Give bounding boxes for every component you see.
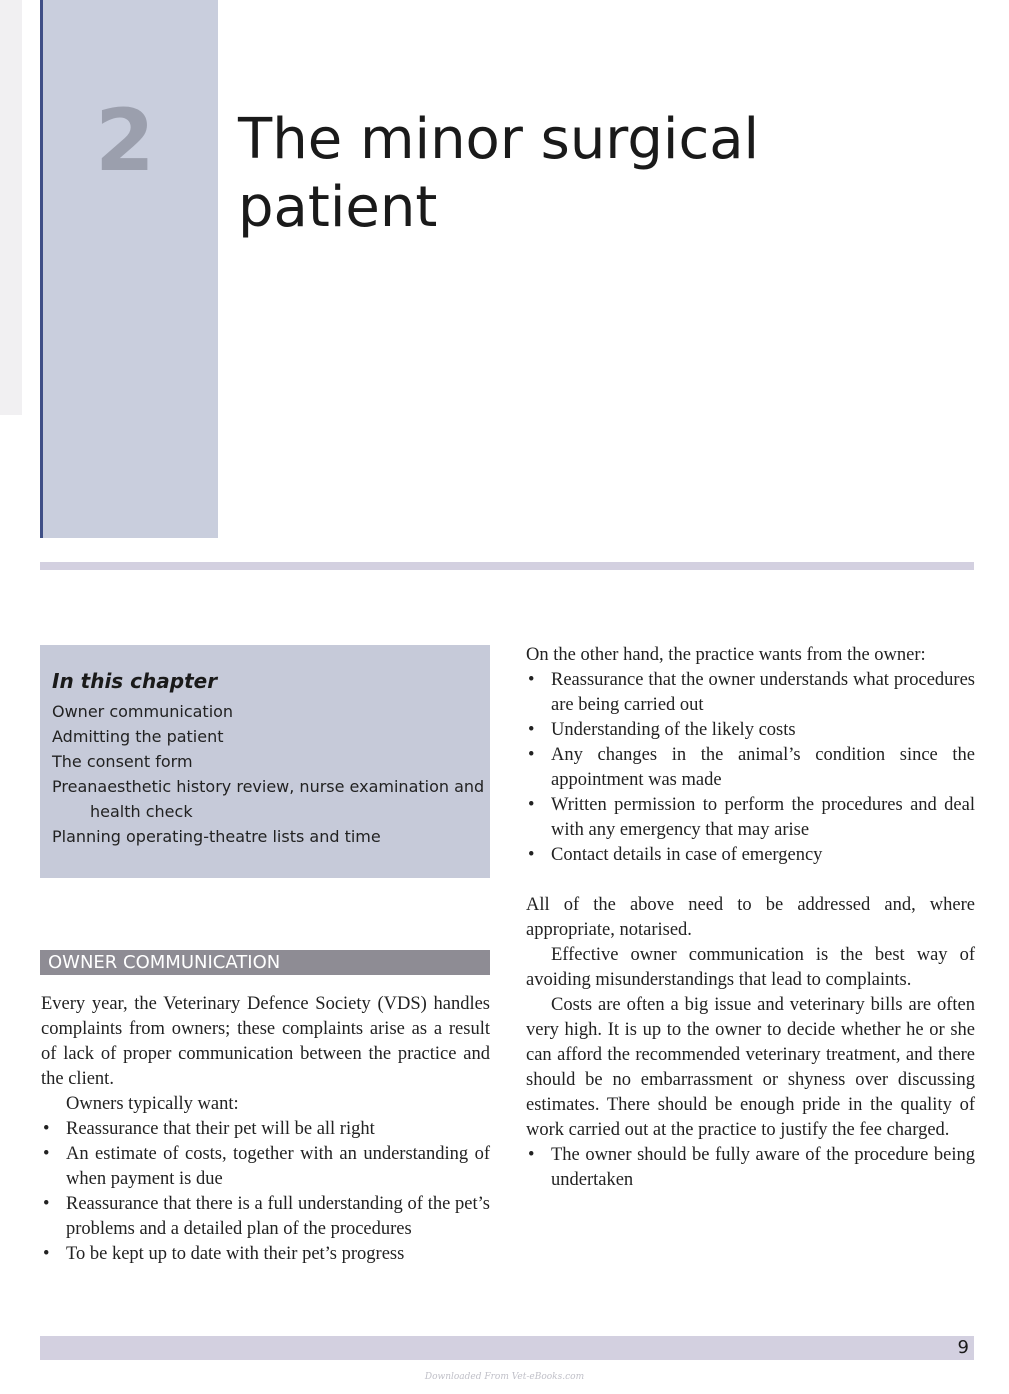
page-edge-strip: [0, 0, 22, 415]
header-divider: [40, 562, 974, 570]
chapter-contents-item: Planning operating-theatre lists and time: [52, 827, 381, 846]
section-heading: OWNER COMMUNICATION: [40, 950, 490, 975]
cost-notes-list: [526, 1143, 975, 1193]
in-this-chapter-box: [40, 645, 490, 878]
body-paragraph: Owners typically want:: [66, 1094, 239, 1114]
owner-wants-list: [41, 1117, 490, 1267]
chapter-contents-list: [52, 699, 490, 849]
chapter-contents-item: Admitting the patient: [52, 727, 224, 746]
bullet-item: • Reassurance that their pet will be all right: [41, 1117, 490, 1142]
bullet-item: • Understanding of the likely costs: [526, 718, 975, 743]
body-paragraph: All of the above need to be addressed and, where appropriate, notarised.: [526, 895, 975, 940]
body-paragraph: Effective owner communication is the best way of avoiding misunderstandings that lead to complaints.: [526, 945, 975, 990]
chapter-side-band: [40, 0, 218, 538]
body-paragraph: Costs are often a big issue and veterinary bills are often very high. It is up to the owner to decide whether he or she can afford the recommended veterinary treatment, and there should be no embarrassment or shyness over discussing estimates. There should be enough pride in the quality of work carried out at the practice to justify the fee charged.: [526, 995, 975, 1140]
bullet-item: • Contact details in case of emergency: [526, 843, 975, 868]
chapter-contents-item: Preanaesthetic history review, nurse examination and health check: [52, 777, 485, 821]
bullet-item: • The owner should be fully aware of the procedure being undertaken: [526, 1143, 975, 1193]
bullet-item: • Reassurance that there is a full understanding of the pet’s problems and a detailed plan of the procedures: [41, 1192, 490, 1242]
chapter-contents-item: The consent form: [52, 752, 193, 771]
bullet-item: • Reassurance that the owner understands what procedures are being carried out: [526, 668, 975, 718]
chapter-contents-item: Owner communication: [52, 702, 234, 721]
bullet-item: • Any changes in the animal’s condition since the appointment was made: [526, 743, 975, 793]
body-paragraph: Every year, the Veterinary Defence Society (VDS) handles complaints from owners; these complaints arise as a result of lack of proper communication between the practice and the client.: [41, 994, 490, 1089]
right-column: [526, 643, 975, 1193]
bullet-item: • An estimate of costs, together with an understanding of when payment is due: [41, 1142, 490, 1192]
bullet-item: • Written permission to perform the procedures and deal with any emergency that may arise: [526, 793, 975, 843]
bullet-item: • To be kept up to date with their pet’s progress: [41, 1242, 490, 1267]
body-paragraph: On the other hand, the practice wants from the owner:: [526, 645, 926, 665]
chapter-number: 2: [95, 91, 155, 191]
left-column: [41, 992, 490, 1267]
footer-bar: [40, 1336, 974, 1360]
in-this-chapter-heading: In this chapter: [52, 669, 218, 693]
chapter-title: The minor surgical patient: [238, 107, 760, 240]
page-number: 9: [957, 1337, 969, 1358]
practice-wants-list: [526, 668, 975, 868]
download-watermark: Downloaded From Vet-eBooks.com: [424, 1372, 585, 1382]
